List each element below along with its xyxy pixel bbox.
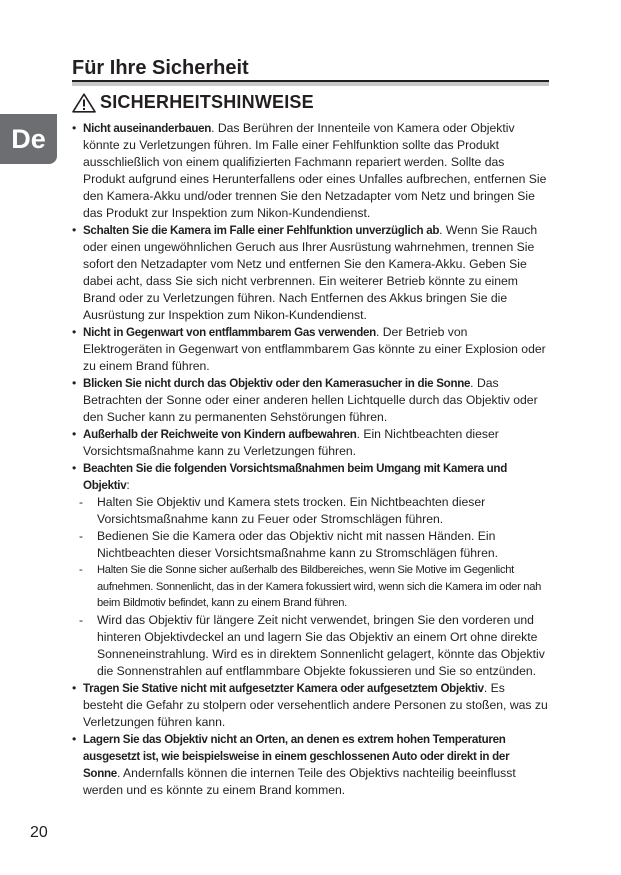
item-text: . Es besteht die Gefahr zu stolpern oder versehentlich andere Personen zu stoßen, was zu Verletzungen führen kann. — [83, 680, 548, 729]
item-heading: Außerhalb der Reichweite von Kindern aufbewahren — [83, 428, 357, 441]
section-heading — [72, 92, 314, 113]
bullet: • — [72, 731, 77, 746]
dash: - — [79, 564, 83, 576]
item-heading: Schalten Sie die Kamera im Falle einer Fehlfunktion unverzüglich ab — [83, 224, 440, 237]
sub-item-text: Wird das Objektiv für längere Zeit nicht verwendet, bringen Sie den vorderen und hinteren Objektivdeckel an und lagern Sie das Objektiv an einem Ort ohne direkte Sonneneinstrahlung. Wird es in direktem Sonnenlicht gelagert, könnte das Objektiv die Sonnenstrahlen auf entflammbare Objekte fokussieren und Sie so entzünden. — [97, 612, 545, 678]
bullet: • — [72, 325, 77, 339]
sub-item — [79, 562, 548, 612]
language-tab: De — [0, 114, 57, 164]
page-number: 20 — [30, 824, 48, 841]
list-item — [72, 324, 548, 375]
item-heading: Nicht auseinanderbauen — [83, 122, 212, 135]
item-heading: Beachten Sie die folgenden Vorsichtsmaßnahmen beim Umgang mit Kamera und Objektiv — [83, 462, 507, 492]
bullet: • — [72, 427, 77, 441]
dash: - — [79, 529, 84, 543]
title-rule — [72, 82, 549, 86]
bullet: • — [72, 376, 77, 390]
dash: - — [79, 495, 84, 509]
item-heading: Lagern Sie das Objektiv nicht an Orten, an denen es extrem hohen Temperaturen ausgesetzt ist, wie beispielsweise in einem geschlossenen Auto oder direkt in der Sonne — [83, 732, 510, 780]
sub-item — [79, 494, 548, 528]
item-heading: Tragen Sie Stative nicht mit aufgesetzter Kamera oder aufgesetztem Objektiv — [83, 681, 484, 695]
item-text: . Ein Nichtbeachten dieser Vorsichtsmaßnahme kann zu Verletzungen führen. — [83, 427, 499, 458]
list-item — [72, 426, 548, 460]
sub-item-text: Halten Sie die Sonne sicher außerhalb des Bildbereiches, wenn Sie Motive im Gegenlicht aufnehmen. Sonnenlicht, das in der Kamera fokussiert wird, wenn sich die Kamera im oder nah beim Bildmotiv befindet, kann zu einem Brand führen. — [97, 564, 542, 609]
list-item — [72, 731, 548, 799]
sub-item — [79, 528, 548, 562]
item-text: : — [126, 478, 130, 492]
item-text: . Das Berühren der Innenteile von Kamera oder Objektiv könnte zu Verletzungen führen. Im Falle einer Fehlfunktion sollte das Produkt ausschließlich von einem qualifizierten Fachmann repariert werden. Sollte das Produkt aufgrund eines Herunterfallens oder eines Unfalles aufbrechen, entfernen Sie den Kamera-Akku und/oder trennen Sie den Netzadapter vom Netz und bringen Sie das Produkt zur Inspektion zum Nikon-Kundendienst. — [83, 121, 547, 220]
sub-item-text: Halten Sie Objektiv und Kamera stets trocken. Ein Nichtbeachten dieser Vorsichtsmaßnahme kann zu Feuer oder Stromschlägen führen. — [97, 495, 486, 526]
page-title: Für Ihre Sicherheit — [72, 57, 249, 79]
list-item — [72, 460, 548, 494]
list-item — [72, 680, 548, 731]
bullet: • — [72, 461, 77, 475]
bullet: • — [72, 223, 77, 237]
item-text: . Wenn Sie Rauch oder einen ungewöhnlichen Geruch aus Ihrer Ausrüstung wahrnehmen, trennen Sie sofort den Netzadapter vom Netz und entfernen Sie den Kamera-Akku. Geben Sie dabei acht, dass Sie sich nicht verbrennen. Ein weiterer Betrieb könnte zu einem Brand oder zu Verletzungen führen. Nach Entfernen des Akkus bringen Sie die Ausrüstung zur Inspektion zum Nikon-Kundendienst. — [83, 223, 538, 322]
item-text: . Das Betrachten der Sonne oder einer anderen hellen Lichtquelle durch das Objektiv oder den Sucher kann zu permanenten Sehstörungen führen. — [83, 376, 538, 424]
item-text: . Der Betrieb von Elektrogeräten in Gegenwart von entflammbarem Gas könnte zu einer Explosion oder zu einem Brand führen. — [83, 325, 546, 373]
list-item — [72, 375, 548, 426]
sub-item — [79, 612, 548, 680]
bullet: • — [72, 121, 77, 135]
item-heading: Nicht in Gegenwart von entflammbarem Gas verwenden — [83, 326, 376, 339]
item-text: . Andernfalls können die internen Teile des Objektivs nachteilig beeinflusst werden und es könnte zu einem Brand kommen. — [83, 765, 516, 797]
list-item — [72, 222, 548, 324]
warning-triangle-icon — [72, 93, 96, 113]
list-item — [72, 120, 548, 222]
section-title: SICHERHEITSHINWEISE — [100, 92, 314, 112]
bullet: • — [72, 680, 77, 695]
item-heading: Blicken Sie nicht durch das Objektiv oder den Kamerasucher in die Sonne — [83, 377, 471, 390]
safety-list — [72, 120, 548, 799]
sub-item-text: Bedienen Sie die Kamera oder das Objektiv nicht mit nassen Händen. Ein Nichtbeachten dieser Vorsichtsmaßnahme kann zu Stromschlägen führen. — [97, 529, 499, 560]
dash: - — [79, 612, 84, 627]
page-header — [72, 56, 549, 86]
